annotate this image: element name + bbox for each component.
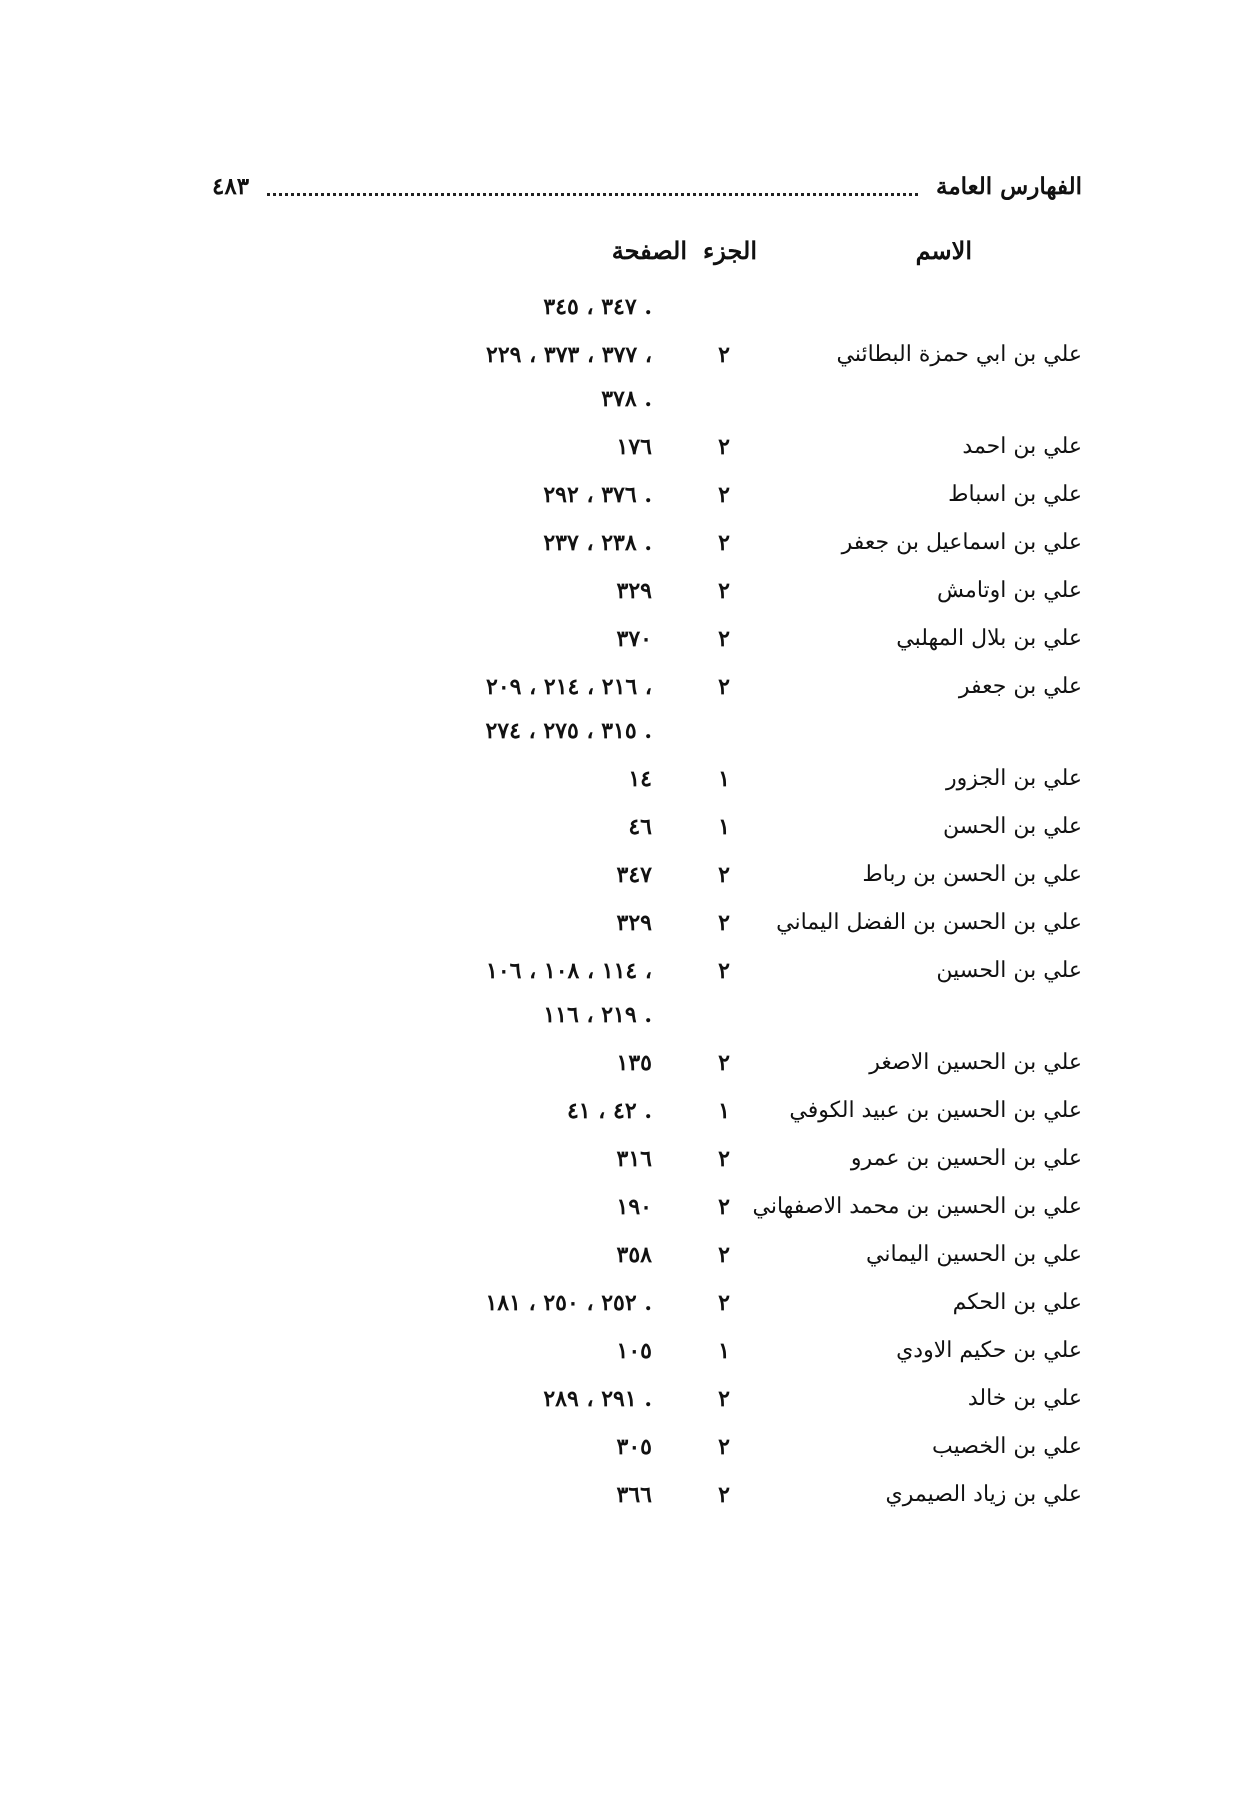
index-row: [212, 950, 1082, 998]
entry-part: ٢: [718, 1050, 730, 1076]
entry-name: علي بن الخصيب: [932, 1434, 1082, 1459]
entry-pages: ١٧٦: [616, 434, 652, 460]
index-rows: [212, 290, 1082, 1522]
entry-part: ١: [718, 1098, 730, 1124]
entry-pages: . ٢٩١ ، ٢٨٩: [543, 1386, 652, 1412]
entry-name: علي بن اسماعيل بن جعفر: [841, 530, 1082, 555]
entry-pages: ٤٦: [628, 814, 652, 840]
entry-part: ٢: [718, 1482, 730, 1508]
index-row: [212, 1474, 1082, 1522]
entry-part: ٢: [718, 674, 730, 700]
name-index-table: [212, 236, 1082, 1522]
entry-name: علي بن حكيم الاودي: [896, 1338, 1082, 1363]
index-row: [212, 382, 1082, 426]
page-number: ٤٨٣: [212, 172, 250, 200]
entry-part: ٢: [718, 1434, 730, 1460]
index-row: [212, 334, 1082, 382]
index-row: [212, 570, 1082, 618]
entry-part: ٢: [718, 958, 730, 984]
entry-pages: . ٢١٩ ، ١١٦: [543, 1002, 652, 1028]
entry-pages: ٣٦٦: [616, 1482, 652, 1508]
entry-part: ٢: [718, 482, 730, 508]
entry-pages: . ٤٢ ، ٤١: [566, 1098, 652, 1124]
entry-part: ٢: [718, 578, 730, 604]
index-row: [212, 290, 1082, 334]
entry-part: ٢: [718, 434, 730, 460]
index-row: [212, 1138, 1082, 1186]
entry-pages: . ٢٣٨ ، ٢٣٧: [543, 530, 652, 556]
entry-part: ٢: [718, 1386, 730, 1412]
index-row: [212, 998, 1082, 1042]
entry-name: علي بن ابي حمزة البطائني: [836, 342, 1082, 367]
column-header-page: الصفحة: [611, 236, 687, 265]
entry-name: علي بن الجزور: [945, 766, 1082, 791]
entry-pages: ٣٠٥: [616, 1434, 652, 1460]
entry-name: علي بن زياد الصيمري: [885, 1482, 1082, 1507]
entry-pages: ٣١٦: [616, 1146, 652, 1172]
entry-pages: ٣٥٨: [616, 1242, 652, 1268]
running-header: [212, 166, 1082, 206]
entry-name: علي بن اوتامش: [937, 578, 1082, 603]
entry-name: علي بن بلال المهلبي: [896, 626, 1082, 651]
index-row: [212, 1090, 1082, 1138]
entry-pages: . ٣١٥ ، ٢٧٥ ، ٢٧٤: [485, 718, 652, 744]
entry-pages: ، ٢١٦ ، ٢١٤ ، ٢٠٩: [486, 674, 652, 700]
index-row: [212, 714, 1082, 758]
entry-part: ١: [718, 1338, 730, 1364]
dot-leader: [267, 193, 918, 196]
entry-part: ١: [718, 814, 730, 840]
entry-pages: . ٣٧٨: [601, 386, 652, 412]
entry-part: ٢: [718, 1242, 730, 1268]
running-header-title: الفهارس العامة: [936, 172, 1082, 200]
entry-name: علي بن الحسن: [943, 814, 1082, 839]
entry-name: علي بن احمد: [962, 434, 1082, 459]
entry-part: ٢: [718, 1146, 730, 1172]
entry-pages: ٣٢٩: [616, 910, 652, 936]
column-headers: [212, 236, 1082, 290]
index-row: [212, 474, 1082, 522]
index-row: [212, 666, 1082, 714]
entry-name: علي بن الحسين بن عمرو: [850, 1146, 1082, 1171]
entry-pages: . ٣٧٦ ، ٢٩٢: [543, 482, 652, 508]
entry-name: علي بن الحسين بن محمد الاصفهاني: [752, 1194, 1082, 1219]
entry-pages: ١٩٠: [616, 1194, 652, 1220]
index-row: [212, 902, 1082, 950]
index-row: [212, 758, 1082, 806]
index-row: [212, 426, 1082, 474]
index-row: [212, 1378, 1082, 1426]
index-row: [212, 1234, 1082, 1282]
index-row: [212, 1330, 1082, 1378]
entry-pages: ٣٢٩: [616, 578, 652, 604]
index-row: [212, 522, 1082, 570]
index-row: [212, 618, 1082, 666]
entry-name: علي بن الحسين بن عبيد الكوفي: [789, 1098, 1082, 1123]
index-row: [212, 1042, 1082, 1090]
entry-pages: ٣٤٧: [616, 862, 652, 888]
index-row: [212, 1426, 1082, 1474]
entry-pages: ، ١١٤ ، ١٠٨ ، ١٠٦: [486, 958, 652, 984]
entry-part: ٢: [718, 862, 730, 888]
index-row: [212, 806, 1082, 854]
entry-name: علي بن الحكم: [952, 1290, 1082, 1315]
entry-pages: ١٣٥: [616, 1050, 652, 1076]
entry-pages: . ٣٤٧ ، ٣٤٥: [543, 294, 652, 320]
entry-part: ٢: [718, 910, 730, 936]
index-row: [212, 854, 1082, 902]
entry-name: علي بن اسباط: [948, 482, 1082, 507]
entry-name: علي بن جعفر: [958, 674, 1082, 699]
index-row: [212, 1186, 1082, 1234]
entry-part: ٢: [718, 626, 730, 652]
entry-part: ٢: [718, 1290, 730, 1316]
entry-name: علي بن الحسن بن رباط: [862, 862, 1082, 887]
entry-name: علي بن الحسين اليماني: [866, 1242, 1082, 1267]
entry-pages: ١٠٥: [616, 1338, 652, 1364]
entry-name: علي بن الحسين الاصغر: [869, 1050, 1082, 1075]
column-header-part: الجزء: [703, 236, 757, 265]
entry-name: علي بن الحسين: [936, 958, 1082, 983]
entry-name: علي بن خالد: [967, 1386, 1082, 1411]
entry-part: ٢: [718, 1194, 730, 1220]
entry-pages: . ٢٥٢ ، ٢٥٠ ، ١٨١: [485, 1290, 652, 1316]
entry-pages: ، ٣٧٧ ، ٣٧٣ ، ٢٢٩: [486, 342, 652, 368]
entry-part: ٢: [718, 342, 730, 368]
entry-name: علي بن الحسن بن الفضل اليماني: [776, 910, 1082, 935]
entry-pages: ٣٧٠: [616, 626, 652, 652]
entry-pages: ١٤: [628, 766, 652, 792]
entry-part: ١: [718, 766, 730, 792]
index-row: [212, 1282, 1082, 1330]
column-header-name: الاسم: [915, 236, 972, 265]
entry-part: ٢: [718, 530, 730, 556]
